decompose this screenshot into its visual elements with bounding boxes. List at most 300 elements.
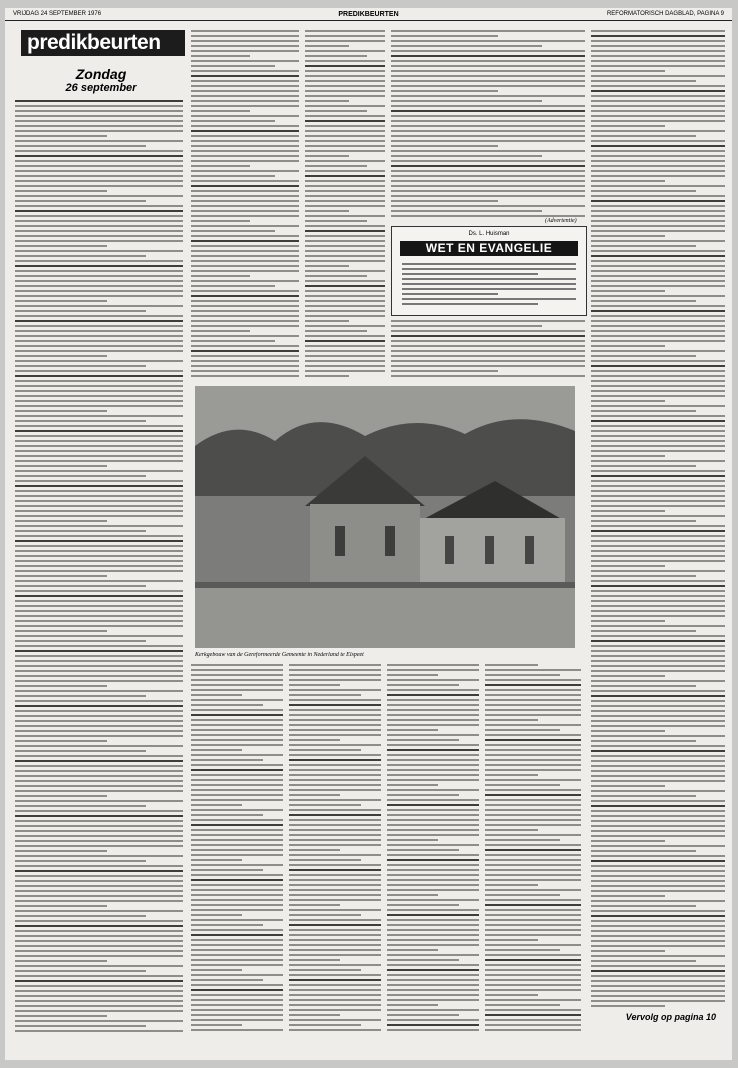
text-line	[15, 345, 183, 347]
text-line	[15, 305, 183, 307]
text-line	[15, 430, 183, 432]
text-line	[191, 255, 299, 257]
text-line	[15, 985, 183, 987]
text-line	[387, 849, 459, 851]
text-line	[591, 930, 725, 932]
text-line	[591, 905, 696, 907]
text-line	[591, 645, 725, 647]
text-line	[485, 869, 581, 871]
text-line	[15, 185, 183, 187]
text-line	[289, 899, 381, 901]
text-line	[305, 370, 385, 372]
text-line	[387, 704, 479, 706]
text-line	[15, 1010, 183, 1012]
text-line	[387, 874, 479, 876]
running-head-date: VRIJDAG 24 SEPTEMBER 1976	[13, 11, 102, 17]
text-line	[305, 55, 367, 57]
text-line	[289, 684, 340, 686]
text-line	[591, 390, 725, 392]
text-line	[289, 994, 381, 996]
text-line	[305, 85, 385, 87]
text-line	[391, 120, 585, 122]
text-line	[387, 954, 479, 956]
text-line	[191, 120, 275, 122]
text-line	[591, 475, 725, 477]
text-line	[591, 320, 725, 322]
text-line	[591, 275, 725, 277]
text-line	[15, 1020, 183, 1022]
text-line	[485, 999, 581, 1001]
text-line	[191, 874, 283, 876]
text-line	[191, 949, 283, 951]
text-line	[15, 715, 183, 717]
text-line	[591, 945, 725, 947]
text-line	[591, 790, 725, 792]
text-line	[591, 380, 725, 382]
text-line	[191, 854, 283, 856]
text-line	[289, 674, 381, 676]
advertisement-label: (Advertentie)	[545, 218, 577, 224]
text-line	[387, 819, 479, 821]
text-line	[387, 664, 479, 666]
section-banner: predikbeurten	[21, 30, 185, 56]
text-line	[591, 900, 725, 902]
text-line	[387, 699, 479, 701]
text-line	[191, 859, 242, 861]
text-line	[15, 565, 183, 567]
text-line	[15, 595, 183, 597]
text-line	[15, 270, 183, 272]
text-line	[15, 405, 183, 407]
text-line	[15, 660, 183, 662]
text-line	[591, 105, 725, 107]
text-line	[391, 80, 585, 82]
text-line	[391, 355, 585, 357]
text-line	[591, 195, 725, 197]
text-line	[387, 1014, 459, 1016]
text-line	[15, 740, 107, 742]
text-line	[15, 105, 183, 107]
text-line	[305, 210, 349, 212]
text-line	[391, 370, 498, 372]
text-line	[387, 674, 438, 676]
text-line	[191, 809, 283, 811]
text-line	[387, 859, 479, 861]
text-line	[591, 75, 725, 77]
text-line	[191, 85, 299, 87]
text-line	[191, 245, 299, 247]
text-line	[387, 999, 479, 1001]
text-line	[191, 944, 283, 946]
text-line	[289, 739, 340, 741]
text-line	[387, 909, 479, 911]
text-line	[591, 250, 725, 252]
text-line	[387, 749, 479, 751]
text-line	[191, 759, 263, 761]
text-line	[15, 515, 183, 517]
text-line	[591, 860, 725, 862]
text-line	[191, 190, 299, 192]
text-line	[387, 944, 479, 946]
text-line	[15, 800, 183, 802]
text-line	[15, 520, 107, 522]
text-line	[591, 920, 725, 922]
text-line	[15, 195, 183, 197]
text-line	[485, 979, 581, 981]
text-line	[15, 630, 107, 632]
text-line	[391, 340, 585, 342]
text-line	[591, 575, 696, 577]
text-line	[289, 879, 381, 881]
text-line	[15, 735, 183, 737]
advertisement-body	[402, 263, 576, 308]
text-line	[591, 120, 725, 122]
text-line	[591, 955, 725, 957]
text-line	[387, 949, 438, 951]
text-line	[15, 535, 183, 537]
text-line	[289, 744, 381, 746]
text-line	[305, 60, 385, 62]
text-line	[591, 885, 725, 887]
text-line	[591, 560, 725, 562]
text-line	[591, 375, 725, 377]
text-line	[15, 860, 146, 862]
text-line	[305, 275, 367, 277]
text-line	[305, 295, 385, 297]
text-line	[289, 874, 381, 876]
text-line	[15, 100, 183, 102]
text-line	[591, 665, 725, 667]
text-line	[387, 734, 479, 736]
text-line	[391, 160, 585, 162]
church-photo-image	[195, 386, 575, 648]
text-line	[15, 205, 183, 207]
text-line	[15, 365, 146, 367]
text-line	[15, 600, 183, 602]
text-line	[591, 765, 725, 767]
text-line	[15, 110, 183, 112]
text-line	[191, 345, 299, 347]
text-line	[289, 894, 381, 896]
text-line	[387, 1009, 479, 1011]
text-line	[591, 130, 725, 132]
text-line	[485, 939, 538, 941]
text-line	[485, 749, 581, 751]
text-line	[15, 790, 183, 792]
text-line	[305, 260, 385, 262]
text-line	[15, 325, 183, 327]
text-line	[15, 410, 107, 412]
text-line	[305, 175, 385, 177]
text-line	[15, 950, 183, 952]
text-line	[15, 580, 183, 582]
text-line	[289, 664, 381, 666]
text-line	[191, 954, 283, 956]
text-line	[15, 230, 183, 232]
text-line	[191, 160, 299, 162]
text-line	[191, 899, 283, 901]
text-line	[591, 85, 725, 87]
text-line	[485, 839, 560, 841]
text-line	[591, 55, 725, 57]
text-line	[591, 800, 725, 802]
text-line	[191, 784, 283, 786]
text-line	[15, 275, 183, 277]
text-line	[15, 265, 183, 267]
text-line	[387, 709, 479, 711]
text-line	[591, 115, 725, 117]
text-line	[591, 530, 725, 532]
text-line	[191, 999, 283, 1001]
text-line	[387, 719, 479, 721]
text-line	[591, 140, 725, 142]
text-line	[15, 370, 183, 372]
text-line	[485, 799, 581, 801]
text-line	[305, 35, 385, 37]
text-line	[15, 125, 183, 127]
text-line	[485, 1024, 581, 1026]
text-line	[485, 764, 581, 766]
text-line	[485, 909, 581, 911]
text-line	[591, 480, 725, 482]
text-line	[591, 80, 696, 82]
text-line	[591, 150, 725, 152]
text-line	[485, 804, 581, 806]
text-line	[591, 995, 725, 997]
text-line	[15, 825, 183, 827]
text-line	[289, 734, 381, 736]
date-heading-date: 26 september	[65, 82, 137, 94]
text-line	[591, 875, 725, 877]
text-line	[191, 130, 299, 132]
text-line	[387, 914, 479, 916]
text-line	[15, 215, 183, 217]
text-line	[289, 1029, 381, 1031]
text-line	[289, 969, 361, 971]
text-line	[191, 335, 299, 337]
text-line	[387, 984, 479, 986]
text-line	[191, 220, 250, 222]
text-line	[289, 714, 381, 716]
text-line	[591, 200, 725, 202]
text-column-6	[591, 30, 725, 1014]
text-line	[191, 170, 299, 172]
text-line	[15, 245, 107, 247]
text-line	[485, 729, 560, 731]
text-line	[485, 794, 581, 796]
text-line	[289, 869, 381, 871]
text-line	[15, 355, 107, 357]
text-line	[387, 784, 438, 786]
text-line	[591, 980, 725, 982]
text-line	[591, 620, 665, 622]
text-line	[391, 330, 585, 332]
text-line	[191, 115, 299, 117]
text-line	[15, 675, 183, 677]
text-line	[191, 804, 242, 806]
text-line	[289, 904, 340, 906]
text-line	[591, 450, 725, 452]
text-line	[391, 155, 542, 157]
text-line	[387, 714, 479, 716]
text-line	[289, 954, 381, 956]
text-line	[191, 699, 283, 701]
text-line	[191, 684, 283, 686]
text-line	[391, 170, 585, 172]
text-line	[15, 590, 183, 592]
text-line	[591, 165, 725, 167]
text-line	[485, 744, 581, 746]
text-line	[391, 195, 585, 197]
text-line	[15, 910, 183, 912]
text-line	[591, 810, 725, 812]
text-line	[15, 840, 183, 842]
text-line	[305, 130, 385, 132]
text-line	[391, 40, 585, 42]
text-line	[15, 545, 183, 547]
text-line	[191, 849, 283, 851]
text-line	[191, 90, 299, 92]
text-line	[15, 560, 183, 562]
text-column-3	[305, 30, 385, 380]
date-heading-day: Zondag	[75, 66, 127, 82]
text-line	[391, 210, 542, 212]
text-line	[485, 1004, 560, 1006]
text-line	[387, 959, 459, 961]
text-line	[15, 710, 183, 712]
text-line	[15, 155, 183, 157]
text-line	[289, 799, 381, 801]
text-line	[305, 160, 385, 162]
text-line	[289, 694, 361, 696]
text-line	[591, 760, 725, 762]
text-line	[289, 1019, 381, 1021]
text-line	[485, 734, 581, 736]
text-line	[15, 575, 107, 577]
text-line	[191, 764, 283, 766]
text-line	[387, 989, 479, 991]
text-line	[387, 824, 479, 826]
text-line	[591, 815, 725, 817]
text-line	[387, 964, 479, 966]
text-line	[191, 994, 283, 996]
text-line	[191, 150, 299, 152]
text-line	[15, 990, 183, 992]
text-line	[191, 360, 299, 362]
text-line	[591, 220, 725, 222]
text-line	[485, 689, 581, 691]
text-line	[191, 300, 299, 302]
text-line	[15, 685, 107, 687]
text-line	[387, 934, 479, 936]
text-line	[15, 455, 183, 457]
text-line	[15, 925, 183, 927]
text-line	[591, 515, 725, 517]
text-line	[305, 80, 385, 82]
text-line	[305, 95, 385, 97]
text-line	[387, 854, 479, 856]
text-line	[591, 490, 725, 492]
text-line	[191, 979, 263, 981]
text-line	[305, 125, 385, 127]
text-line	[15, 460, 183, 462]
text-line	[289, 764, 381, 766]
text-line	[485, 859, 581, 861]
text-line	[15, 570, 183, 572]
text-line	[591, 595, 725, 597]
text-line	[191, 55, 250, 57]
text-line	[591, 685, 696, 687]
text-line	[305, 90, 385, 92]
text-line	[387, 864, 479, 866]
text-line	[289, 689, 381, 691]
text-line	[15, 530, 146, 532]
text-line	[191, 45, 299, 47]
running-head-paper: REFORMATORISCH DAGBLAD, PAGINA 9	[606, 11, 724, 17]
text-line	[191, 295, 299, 297]
text-line	[191, 145, 299, 147]
text-line	[387, 684, 459, 686]
text-line	[591, 795, 696, 797]
text-line	[15, 905, 107, 907]
text-line	[15, 210, 183, 212]
text-line	[15, 290, 183, 292]
text-line	[305, 305, 385, 307]
text-line	[305, 75, 385, 77]
text-line	[15, 180, 183, 182]
text-line	[191, 919, 283, 921]
text-line	[289, 839, 381, 841]
text-line	[191, 779, 283, 781]
text-line	[485, 709, 581, 711]
text-line	[485, 694, 581, 696]
text-line	[191, 824, 283, 826]
newspaper-page	[5, 8, 732, 1060]
text-line	[387, 899, 479, 901]
text-line	[15, 760, 183, 762]
text-line	[15, 280, 183, 282]
text-line	[15, 1030, 183, 1032]
text-line	[387, 939, 479, 941]
text-line	[305, 65, 385, 67]
text-line	[191, 924, 263, 926]
text-line	[391, 335, 585, 337]
text-line	[305, 310, 385, 312]
text-line	[387, 969, 479, 971]
text-line	[591, 180, 665, 182]
text-line	[305, 350, 385, 352]
text-line	[15, 690, 183, 692]
text-line	[591, 565, 665, 567]
text-line	[591, 805, 725, 807]
text-line	[591, 865, 725, 867]
text-line	[591, 60, 725, 62]
text-line	[191, 729, 283, 731]
text-line	[591, 695, 725, 697]
text-line	[289, 849, 340, 851]
text-line	[191, 365, 299, 367]
text-line	[305, 360, 385, 362]
text-line	[15, 485, 183, 487]
text-line	[387, 679, 479, 681]
text-line	[485, 944, 581, 946]
text-line	[305, 145, 385, 147]
text-column-7	[191, 664, 283, 1038]
text-line	[591, 895, 665, 897]
photo-caption: Kerkgebouw van de Gereformeerde Gemeente in Nederland te Elspeet	[195, 652, 364, 658]
text-line	[191, 40, 299, 42]
text-line	[305, 205, 385, 207]
